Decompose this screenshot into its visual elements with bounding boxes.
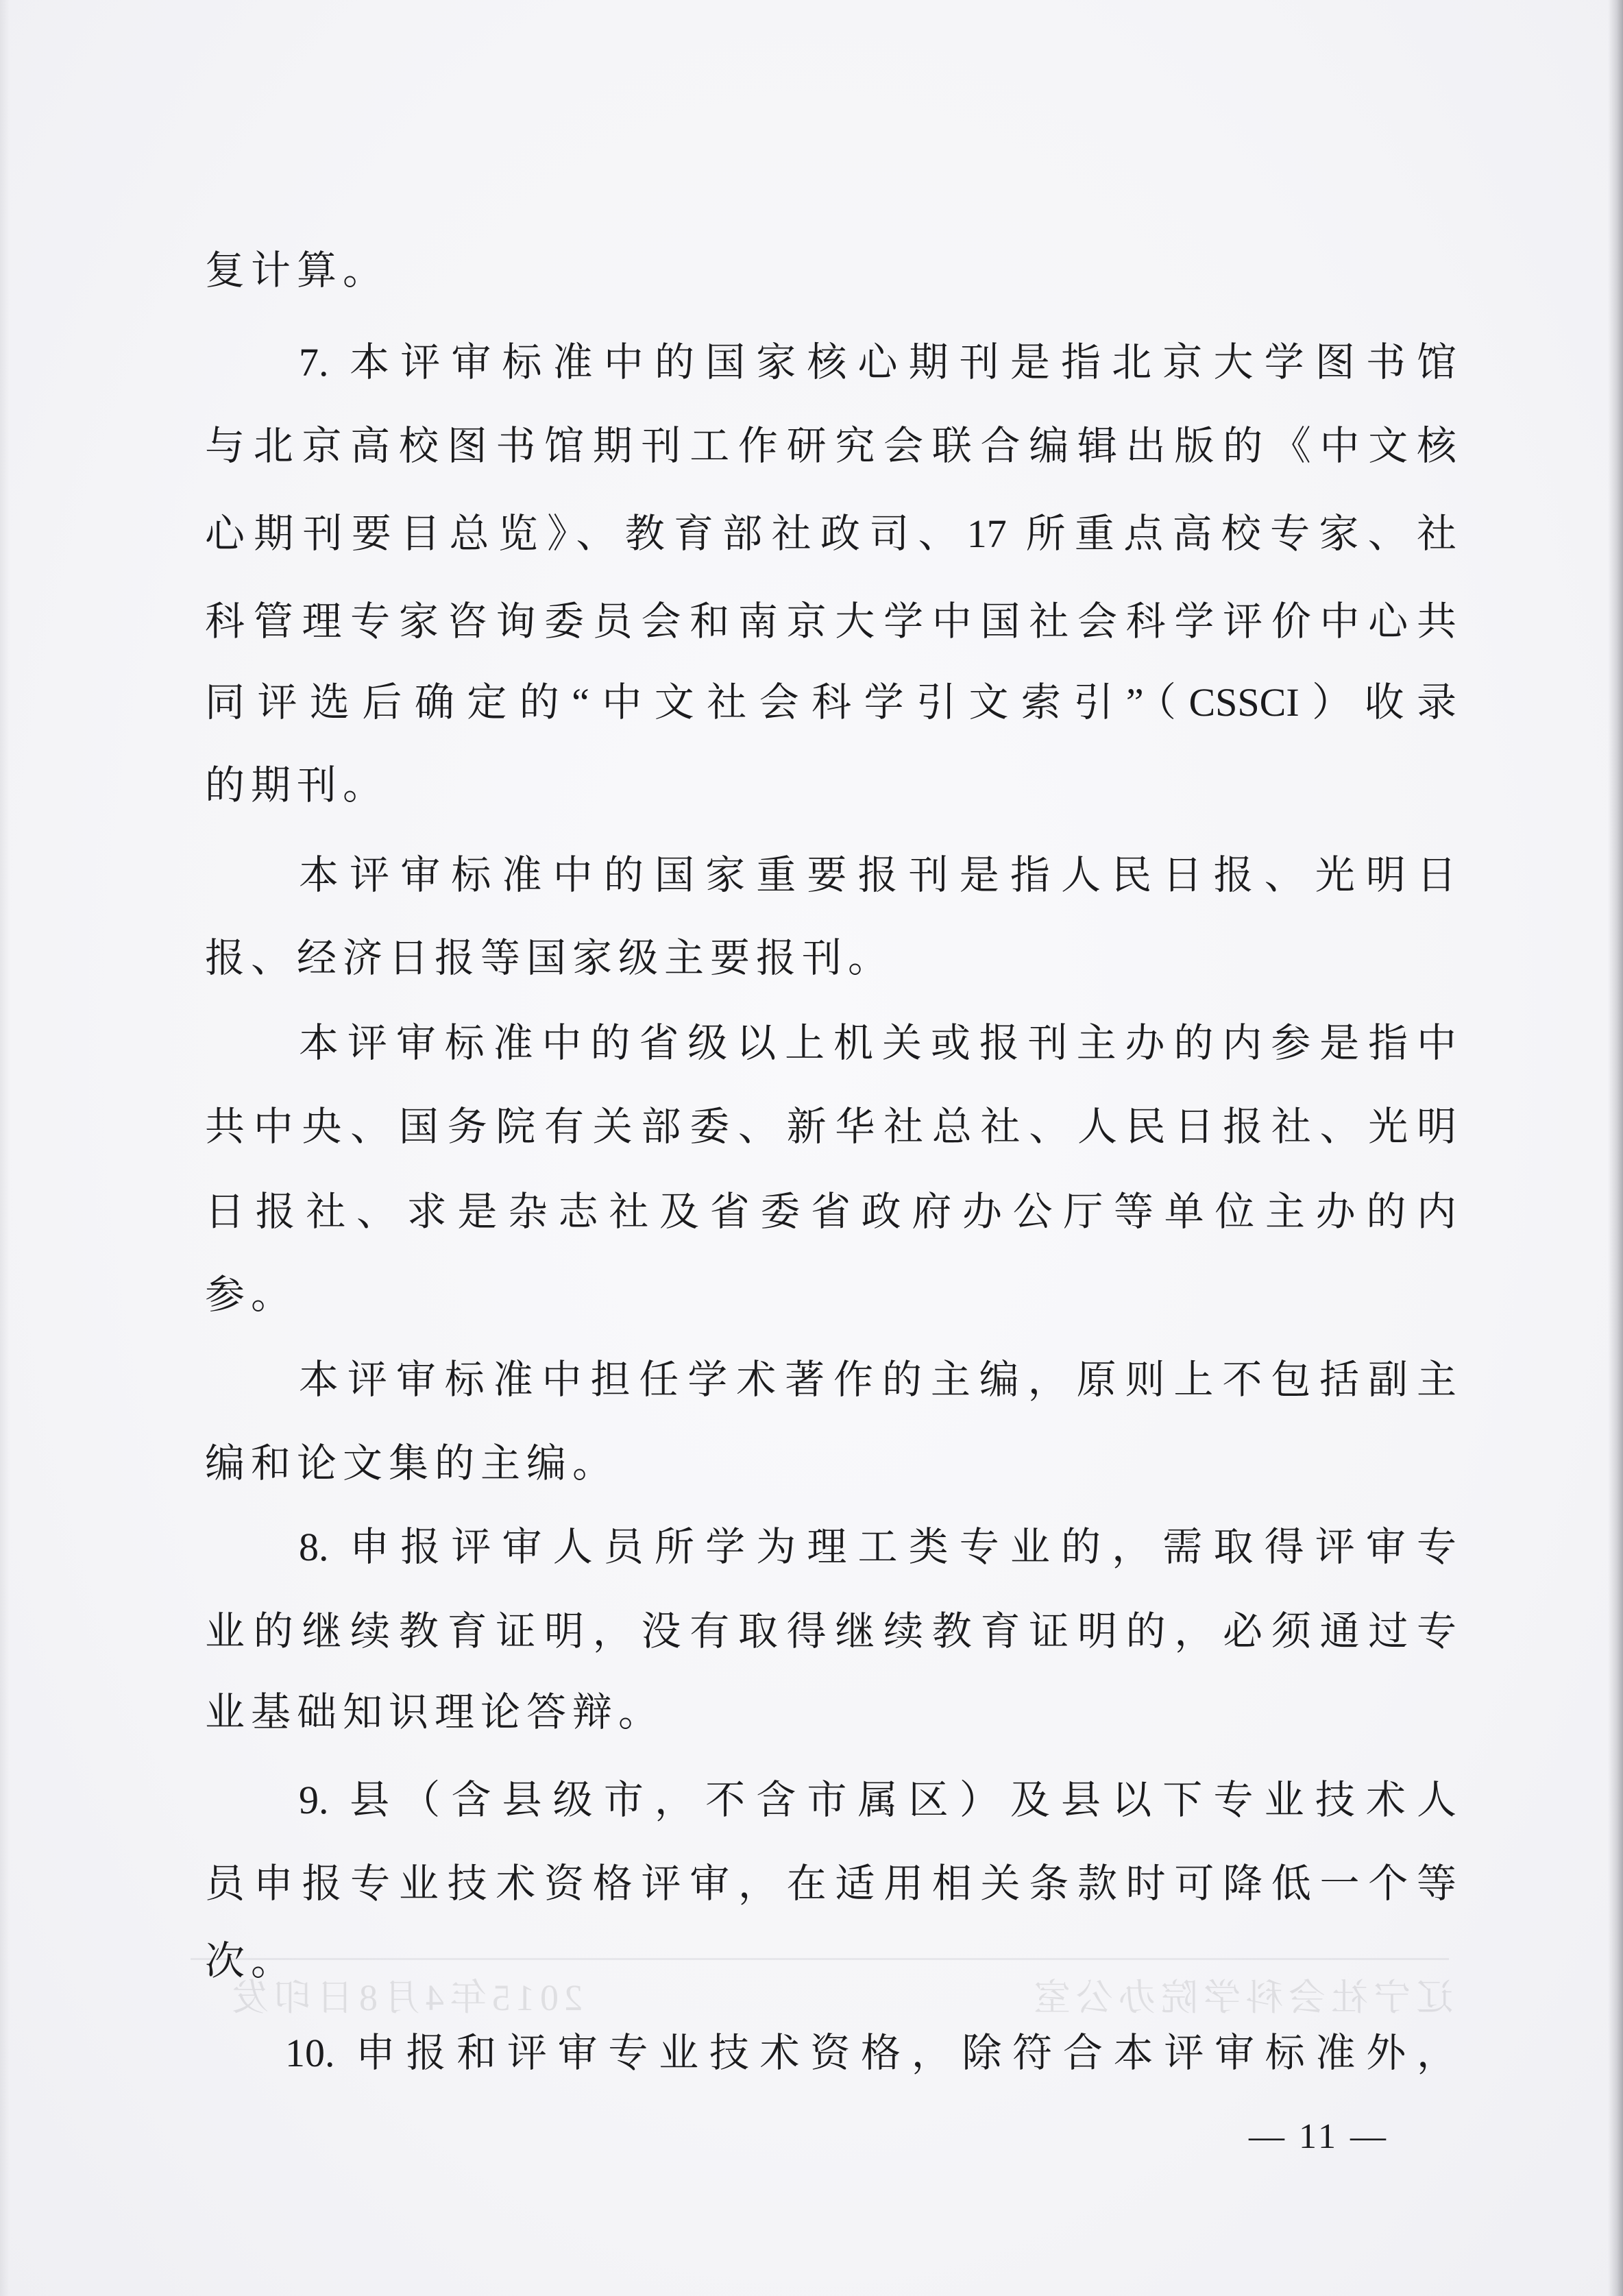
text-line: 同评选后确定的“中文社会科学引文索引”（CSSCI）收录 bbox=[205, 680, 1456, 725]
scan-edge-right bbox=[1608, 0, 1623, 2296]
text-line-paragraph-start: 本评审标准中担任学术著作的主编，原则上不包括副主 bbox=[299, 1357, 1456, 1402]
scan-edge-left bbox=[0, 0, 10, 2296]
text-line-item-9: 9. 县（含县级市，不含市属区）及县以下专业技术人 bbox=[299, 1778, 1456, 1822]
text-line: 与北京高校图书馆期刊工作研究会联合编辑出版的《中文核 bbox=[205, 424, 1456, 468]
text-line-item-7: 7. 本评审标准中的国家核心期刊是指北京大学图书馆 bbox=[299, 340, 1456, 385]
text-line: 编和论文集的主编。 bbox=[205, 1441, 619, 1486]
text-line: 的期刊。 bbox=[205, 763, 389, 808]
text-line: 共中央、国务院有关部委、新华社总社、人民日报社、光明 bbox=[205, 1104, 1456, 1149]
text-line: 参。 bbox=[205, 1272, 297, 1317]
text-line: 复计算。 bbox=[205, 248, 389, 293]
text-line: 员申报专业技术资格评审，在适用相关条款时可降低一个等 bbox=[205, 1861, 1456, 1906]
text-line-item-10: 10. 申报和评审专业技术资格，除符合本评审标准外， bbox=[285, 2031, 1456, 2075]
text-line-paragraph-start: 本评审标准中的国家重要报刊是指人民日报、光明日 bbox=[299, 853, 1456, 897]
text-line: 业的继续教育证明，没有取得继续教育证明的，必须通过专 bbox=[205, 1609, 1456, 1654]
text-line: 科管理专家咨询委员会和南京大学中国社会科学评价中心共 bbox=[205, 599, 1456, 644]
text-line: 心期刊要目总览》、教育部社政司、17 所重点高校专家、社 bbox=[205, 511, 1456, 556]
text-line: 报、经济日报等国家级主要报刊。 bbox=[205, 936, 894, 980]
page-number: — 11 — bbox=[1248, 2117, 1389, 2156]
text-line-item-8: 8. 申报评审人员所学为理工类专业的，需取得评审专 bbox=[299, 1525, 1456, 1569]
text-line: 日报社、求是杂志社及省委省政府办公厅等单位主办的内 bbox=[205, 1189, 1456, 1234]
bleed-through-footer bbox=[226, 1973, 1453, 2022]
bleed-through-office: 辽宁社会科学院办公室 bbox=[1028, 1977, 1453, 2018]
text-line: 次。 bbox=[205, 1939, 297, 1983]
text-line: 业基础知识理论答辩。 bbox=[205, 1690, 665, 1735]
bleed-through-date: 2015年4月8日印发 bbox=[226, 1977, 583, 2018]
bleed-through-rule bbox=[191, 1958, 1449, 1960]
text-line-paragraph-start: 本评审标准中的省级以上机关或报刊主办的内参是指中 bbox=[299, 1021, 1456, 1065]
